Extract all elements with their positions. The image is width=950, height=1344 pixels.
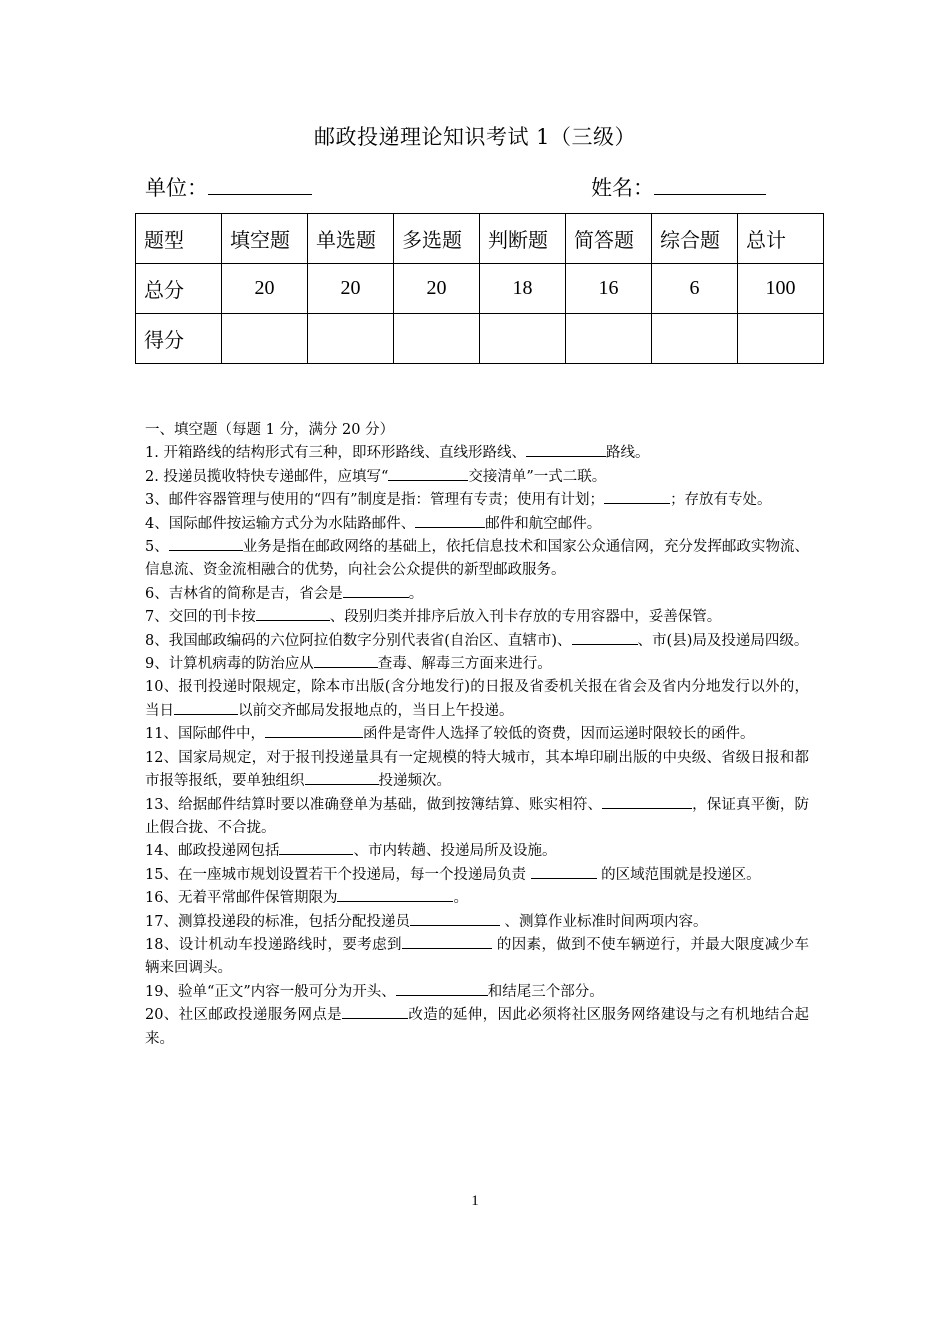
question-14: 14、邮政投递网包括 、市内转趟、投递局所及设施。	[145, 840, 809, 863]
table-row	[136, 264, 824, 314]
table-row	[136, 314, 824, 364]
name-blank[interactable]	[654, 193, 766, 195]
answer-blank[interactable]	[604, 489, 670, 504]
table-cell: 20	[394, 264, 480, 314]
table-cell[interactable]	[308, 314, 394, 364]
question-19: 19、验单“正文”内容一般可分为开头、 和结尾三个部分。	[145, 981, 809, 1004]
question-12: 12、国家局规定，对于报刊投递量具有一定规模的特大城市，其本埠印刷出版的中央级、省级日报和都市报等报纸，要单独组织 投递频次。	[145, 749, 809, 790]
table-cell[interactable]	[480, 314, 566, 364]
unit-blank[interactable]	[208, 193, 312, 195]
answer-blank[interactable]	[531, 864, 597, 879]
question-20: 20、社区邮政投递服务网点是 改造的延伸，因此必须将社区服务网络建设与之有机地结合起来。	[145, 1004, 809, 1051]
table-cell[interactable]	[222, 314, 308, 364]
answer-blank[interactable]	[314, 653, 378, 668]
table-header-cell: 简答题	[566, 214, 652, 264]
name-label: 姓名：	[591, 176, 654, 200]
question-6: 6、吉林省的简称是吉，省会是 。	[145, 583, 809, 606]
answer-blank[interactable]	[174, 700, 238, 715]
answer-blank[interactable]	[279, 840, 353, 855]
question-18: 18、设计机动车投递路线时，要考虑到 的因素，做到不使车辆逆行，并最大限度减少车辆来回调头。	[145, 934, 809, 981]
table-cell: 20	[308, 264, 394, 314]
table-row-label: 得分	[136, 314, 222, 364]
answer-blank[interactable]	[305, 770, 379, 785]
table-cell: 18	[480, 264, 566, 314]
table-header-cell: 单选题	[308, 214, 394, 264]
fill-in-section	[145, 419, 809, 1051]
table-row	[136, 214, 824, 264]
unit-label: 单位：	[145, 176, 208, 200]
table-header-cell: 判断题	[480, 214, 566, 264]
question-11: 11、国际邮件中， 函件是寄件人选择了较低的资费，因而运递时限较长的函件。	[145, 723, 809, 746]
answer-blank[interactable]	[265, 723, 363, 738]
table-cell[interactable]	[652, 314, 738, 364]
answer-blank[interactable]	[602, 794, 692, 809]
table-cell[interactable]	[394, 314, 480, 364]
score-table	[135, 213, 824, 364]
answer-blank[interactable]	[410, 911, 500, 926]
name-field	[591, 172, 766, 202]
question-8: 8、我国邮政编码的六位阿拉伯数字分别代表省(自治区、直辖市)、 、市(县)局及投递局四级。	[145, 630, 809, 653]
table-cell: 100	[738, 264, 824, 314]
question-2: 2. 投递员揽收特快专递邮件，应填写“ 交接清单”一式二联。	[145, 466, 809, 489]
answer-blank[interactable]	[415, 513, 485, 528]
table-header-cell: 填空题	[222, 214, 308, 264]
question-7: 7、交回的刊卡按 、段别归类并排序后放入刊卡存放的专用容器中，妥善保管。	[145, 606, 809, 629]
answer-blank[interactable]	[572, 630, 638, 645]
table-row-label: 总分	[136, 264, 222, 314]
question-9: 9、计算机病毒的防治应从 查毒、解毒三方面来进行。	[145, 653, 809, 676]
table-header-cell: 多选题	[394, 214, 480, 264]
table-cell: 16	[566, 264, 652, 314]
section-heading: 一、填空题（每题 1 分，满分 20 分）	[145, 422, 395, 438]
question-16: 16、无着平常邮件保管期限为 。	[145, 887, 809, 910]
table-cell[interactable]	[738, 314, 824, 364]
table-header-cell: 题型	[136, 214, 222, 264]
table-cell: 6	[652, 264, 738, 314]
unit-field	[145, 172, 312, 202]
answer-blank[interactable]	[402, 934, 492, 949]
question-4: 4、国际邮件按运输方式分为水陆路邮件、 邮件和航空邮件。	[145, 513, 809, 536]
question-5: 5、 业务是指在邮政网络的基础上，依托信息技术和国家公众通信网，充分发挥邮政实物流、信息流、资金流相融合的优势，向社会公众提供的新型邮政服务。	[145, 536, 809, 583]
table-cell[interactable]	[566, 314, 652, 364]
question-3: 3、邮件容器管理与使用的“四有”制度是指：管理有专责；使用有计划； ；存放有专处。	[145, 489, 809, 512]
question-13: 13、给据邮件结算时要以准确登单为基础，做到按簿结算、账实相符、 ，保证真平衡，防止假合拢、不合拢。	[145, 794, 809, 841]
answer-blank[interactable]	[396, 981, 488, 996]
answer-blank[interactable]	[337, 887, 453, 902]
answer-blank[interactable]	[256, 606, 330, 621]
answer-blank[interactable]	[343, 583, 409, 598]
page-title: 邮政投递理论知识考试 1（三级）	[313, 125, 637, 149]
question-15: 15、在一座城市规划设置若干个投递局，每一个投递局负责 的区域范围就是投递区。	[145, 864, 809, 887]
table-header-cell: 综合题	[652, 214, 738, 264]
question-10: 10、报刊投递时限规定，除本市出版(含分地发行)的日报及省委机关报在省会及省内分地发行以外的，当日 以前交齐邮局发报地点的，当日上午投递。	[145, 679, 809, 719]
answer-blank[interactable]	[169, 536, 243, 551]
table-cell: 20	[222, 264, 308, 314]
answer-blank[interactable]	[526, 442, 606, 457]
question-1: 1. 开箱路线的结构形式有三种，即环形路线、直线形路线、 路线。	[145, 442, 809, 465]
page-number: 1	[471, 1193, 479, 1209]
answer-blank[interactable]	[342, 1004, 408, 1019]
answer-blank[interactable]	[388, 466, 468, 481]
question-17: 17、测算投递段的标准，包括分配投递员 、测算作业标准时间两项内容。	[145, 911, 809, 934]
table-header-cell: 总计	[738, 214, 824, 264]
